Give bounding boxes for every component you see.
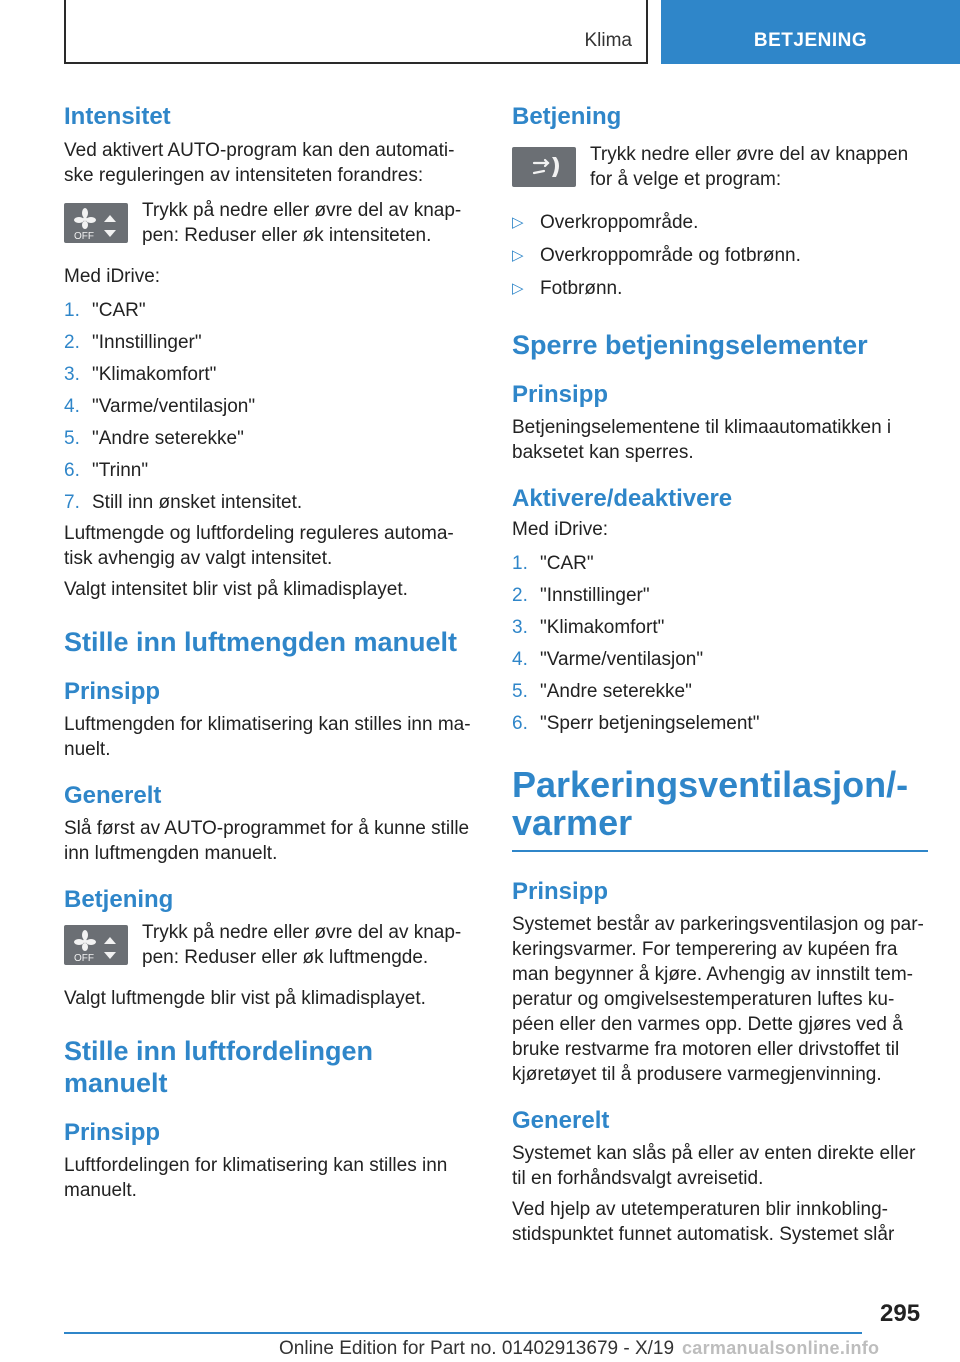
list-item: 3. "Klimakomfort": [64, 364, 217, 385]
list-item: 1. "CAR": [64, 300, 146, 321]
left-column: [64, 102, 476, 1203]
heading-luftfordeling: Stille inn luftfordelingen manuelt: [64, 1036, 373, 1098]
triangle-bullet-icon: ▷: [512, 247, 524, 264]
svg-text:OFF: OFF: [74, 953, 94, 964]
idrive-label: Med iDrive:: [64, 266, 161, 287]
luft-after-text: Valgt luftmengde blir vist på klimadisplayet.: [64, 988, 426, 1009]
sperre-prinsipp-text: Betjeningselementene til klimaautomatikken i baksetet kan sperres.: [512, 417, 892, 463]
luft-prinsipp-text: Luftmengden for klimatisering kan stilles inn ma- nuelt.: [64, 714, 471, 760]
heading-intensitet: Intensitet: [64, 103, 171, 130]
footer-rule: [64, 1332, 862, 1334]
heading-park-prinsipp: Prinsipp: [512, 878, 609, 905]
heading-luft-prinsipp: Prinsipp: [64, 678, 161, 705]
header-box: [64, 0, 648, 64]
heading-luftmengde: Stille inn luftmengden manuelt: [64, 627, 458, 657]
heading-aktivere: Aktivere/deaktivere: [512, 485, 733, 512]
list-item: ▷ Overkroppområde.: [512, 206, 928, 239]
intensitet-after-1: Luftmengde og luftfordeling reguleres automa- tisk avhengig av valgt intensitet.: [64, 523, 454, 569]
heading-betjening: Betjening: [512, 103, 622, 130]
heading-ford-prinsipp: Prinsipp: [64, 1119, 161, 1146]
sperre-steps: [512, 548, 928, 740]
fan-off-icon: [64, 203, 128, 243]
list-item: ▷ Fotbrønn.: [512, 272, 928, 305]
betjening-icon-row: [512, 142, 928, 192]
ford-prinsipp-text: Luftfordelingen for klimatisering kan stilles inn manuelt.: [64, 1155, 448, 1201]
list-item: 6. "Sperr betjeningselement": [512, 713, 760, 734]
airflow-icon: [512, 147, 576, 187]
right-column: [512, 102, 928, 1247]
fan-off-icon: [64, 925, 128, 965]
betjening-icon-text: Trykk nedre eller øvre del av knappen for å velge et program:: [590, 144, 909, 190]
intensitet-icon-row: [64, 198, 476, 248]
svg-text:OFF: OFF: [74, 231, 94, 242]
park-generelt-text-2: Ved hjelp av utetemperaturen blir innkobling- stidspunktet funnet automatisk. Systemet slår: [512, 1199, 895, 1245]
heading-parkering: Parkeringsventilasjon/- varmer: [512, 764, 909, 843]
list-item: 5. "Andre seterekke": [64, 428, 244, 449]
list-item: 4. "Varme/ventilasjon": [64, 396, 256, 417]
triangle-bullet-icon: ▷: [512, 214, 524, 231]
footer-edition: Online Edition for Part no. 01402913679 - X/19: [279, 1338, 675, 1359]
header-section: BETJENING: [753, 30, 868, 51]
heading-park-generelt: Generelt: [512, 1107, 610, 1134]
header-chapter: Klima: [584, 30, 632, 51]
section-rule: [512, 850, 928, 852]
luft-icon-text: Trykk på nedre eller øvre del av knap- pen: Reduser eller øk luftmengde.: [142, 922, 462, 968]
program-list: [512, 206, 928, 305]
luft-generelt-text: Slå først av AUTO-programmet for å kunne stille inn luftmengden manuelt.: [64, 818, 470, 864]
footer-watermark-logo: carmanualsonline.info: [682, 1338, 880, 1358]
intensitet-text: Ved aktivert AUTO-program kan den automati- ske reguleringen av intensiteten forandres:: [64, 140, 455, 186]
intensitet-steps: [64, 295, 476, 519]
heading-sperre-prinsipp: Prinsipp: [512, 381, 609, 408]
list-item: 6. "Trinn": [64, 460, 149, 481]
list-item: 5. "Andre seterekke": [512, 681, 692, 702]
list-item: 1. "CAR": [512, 553, 594, 574]
heading-luft-betjening: Betjening: [64, 886, 174, 913]
triangle-bullet-icon: ▷: [512, 280, 524, 297]
park-generelt-text-1: Systemet kan slås på eller av enten direkte eller til en forhåndsvalgt avreisetid.: [512, 1143, 916, 1189]
idrive-label: Med iDrive:: [512, 519, 609, 540]
list-item: 4. "Varme/ventilasjon": [512, 649, 704, 670]
page-number: 295: [880, 1300, 921, 1327]
heading-luft-generelt: Generelt: [64, 782, 162, 809]
list-item: ▷ Overkroppområde og fotbrønn.: [512, 239, 928, 272]
list-item: 3. "Klimakomfort": [512, 617, 665, 638]
list-item: 2. "Innstillinger": [64, 332, 202, 353]
header-section-tab: [661, 0, 960, 64]
intensitet-after-2: Valgt intensitet blir vist på klimadisplayet.: [64, 579, 408, 600]
park-prinsipp-text: Systemet består av parkeringsventilasjon og par- keringsvarmer. For temperering av kupéen fra man begynner å kjøre. Avhengig av innstilt tem- peratur og omgivelsestemperaturen luftes ku- péen eller den varmes opp. Dette gjøres ved å bruke restvarme fra motoren eller drivstoffet til kjøretøyet til å produsere varmegjenvinning.: [512, 914, 924, 1085]
luft-icon-row: [64, 920, 476, 970]
heading-sperre: Sperre betjeningselementer: [512, 330, 868, 360]
intensitet-icon-text: Trykk på nedre eller øvre del av knap- pen: Reduser eller øk intensiteten.: [142, 200, 462, 246]
list-item: 2. "Innstillinger": [512, 585, 650, 606]
list-item: 7. Still inn ønsket intensitet.: [64, 492, 303, 513]
